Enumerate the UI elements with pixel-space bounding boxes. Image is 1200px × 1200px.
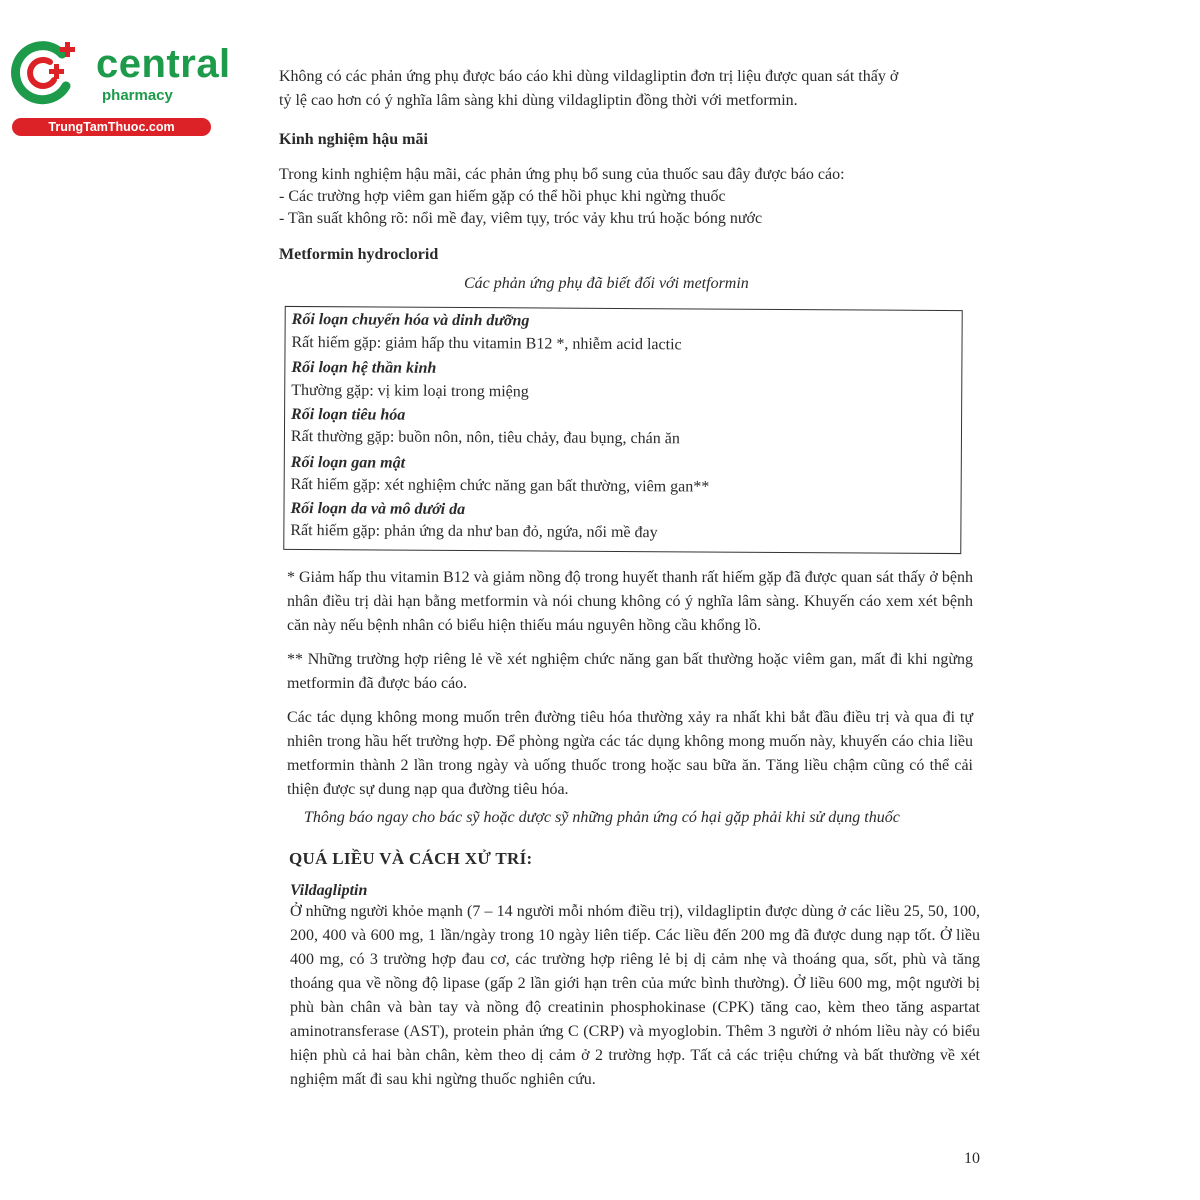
table-group-title: Rối loạn hệ thần kinh <box>291 358 437 377</box>
table-group-text: Rất thường gặp: buồn nôn, nôn, tiêu chảy, đau bụng, chán ăn <box>290 427 680 448</box>
reporting-notice: Thông báo ngay cho bác sỹ hoặc dược sỹ những phản ứng có hại gặp phải khi sử dụng thuốc <box>304 809 900 826</box>
table-group-text: Thường gặp: vị kim loại trong miệng <box>291 381 529 401</box>
logo-subtitle: pharmacy <box>102 87 173 104</box>
footnote-liver: ** Những trường hợp riêng lẻ về xét nghiệm chức năng gan bất thường hoặc viêm gan, mất đi khi ngừng metformin đã được báo cáo. <box>287 651 973 692</box>
table-caption: Các phản ứng phụ đã biết đối với metformin <box>464 275 749 292</box>
metformin-heading: Metformin hydroclorid <box>279 246 439 263</box>
overdose-heading: QUÁ LIỀU VÀ CÁCH XỬ TRÍ: <box>289 849 533 868</box>
table-group-title: Rối loạn da và mô dưới da <box>290 499 466 519</box>
logo-site-url[interactable]: TrungTamThuoc.com <box>12 118 211 136</box>
table-group-title: Rối loạn tiêu hóa <box>291 405 406 424</box>
table-group-text: Rất hiếm gặp: phản ứng da như ban đỏ, ngứa, nổi mề đay <box>290 521 658 542</box>
postmarketing-line-1: Trong kinh nghiệm hậu mãi, các phản ứng phụ bổ sung của thuốc sau đây được báo cáo: <box>279 166 845 183</box>
postmarketing-line-3: - Tần suất không rõ: nổi mề đay, viêm tụy, tróc vảy khu trú hoặc bóng nước <box>279 210 763 227</box>
logo-brand-name: central <box>96 42 231 86</box>
adverse-reactions-table <box>283 306 962 554</box>
table-group-text: Rất hiếm gặp: giảm hấp thu vitamin B12 *, nhiễm acid lactic <box>291 333 682 354</box>
gi-effects-paragraph: Các tác dụng không mong muốn trên đường tiêu hóa thường xảy ra nhất khi bắt đầu điều trị và qua đi tự nhiên trong hầu hết trường hợp. Để phòng ngừa các tác dụng không mong muốn này, khuyến cáo chia liều metformin thành 2 lần trong ngày và uống thuốc trong hoặc sau bữa ăn. Tăng liều chậm cũng có thể cải thiện được sự dung nạp qua đường tiêu hóa. <box>287 709 973 798</box>
postmarketing-heading: Kinh nghiệm hậu mãi <box>279 131 428 148</box>
overdose-subheading: Vildagliptin <box>290 882 368 899</box>
table-group-text: Rất hiếm gặp: xét nghiệm chức năng gan bất thường, viêm gan** <box>290 475 710 496</box>
intro-line-1: Không có các phản ứng phụ được báo cáo khi dùng vildagliptin đơn trị liệu được quan sát thấy ở <box>279 68 899 85</box>
page-number: 10 <box>964 1150 980 1167</box>
table-group-title: Rối loạn gan mật <box>290 453 406 472</box>
overdose-paragraph: Ở những người khỏe mạnh (7 – 14 người mỗi nhóm điều trị), vildagliptin được dùng ở các liều 25, 50, 100, 200, 400 và 600 mg, 1 lần/ngày trong 10 ngày liên tiếp. Các liều đến 200 mg đã được dung nạp tốt. Ở liều 400 mg, có 3 trường hợp đau cơ, các trường hợp riêng lẻ bị dị cảm nhẹ và thoáng qua, sốt, phù và tăng thoáng qua về nồng độ lipase (gấp 2 lần giới hạn trên của mức bình thường). Ở liều 600 mg, một người bị phù bàn chân và bàn tay và nồng độ creatinin phosphokinase (CPK) tăng cao, kèm theo tăng aspartat aminotransferase (AST), protein phản ứng C (CRP) và myoglobin. Thêm 3 người ở nhóm liều này có biểu hiện phù cả hai bàn chân, kèm theo dị cảm ở 2 trường hợp. Tất cả các triệu chứng và bất thường về xét nghiệm mất đi sau khi ngừng thuốc nghiên cứu. <box>290 903 980 1088</box>
intro-line-2: tỷ lệ cao hơn có ý nghĩa lâm sàng khi dùng vildagliptin đồng thời với metformin. <box>279 92 798 109</box>
postmarketing-line-2: - Các trường hợp viêm gan hiếm gặp có thể hồi phục khi ngừng thuốc <box>279 188 726 205</box>
footnote-b12: * Giảm hấp thu vitamin B12 và giảm nồng độ trong huyết thanh rất hiếm gặp đã được quan sát thấy ở bệnh nhân điều trị dài hạn bằng metformin và nói chung không có ý nghĩa lâm sàng. Khuyến cáo xem xét bệnh căn này nếu bệnh nhân có biểu hiện thiếu máu nguyên hồng cầu khổng lồ. <box>287 569 973 634</box>
table-group-title: Rối loạn chuyển hóa và dinh dưỡng <box>291 310 530 330</box>
